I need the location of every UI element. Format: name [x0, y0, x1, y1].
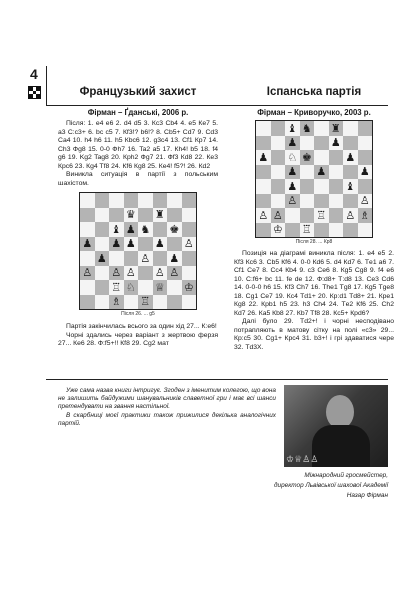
- board-square: [95, 237, 110, 252]
- board-square: [95, 193, 110, 208]
- chess-piece: ♝: [285, 121, 300, 136]
- left-game-title: Фірман – Ґданські, 2006 р.: [87, 108, 189, 117]
- board-square: [138, 193, 153, 208]
- header-rule-vertical: [46, 66, 47, 106]
- right-chessboard: [255, 120, 373, 238]
- chess-piece: ♙: [256, 208, 271, 223]
- board-square: [138, 280, 153, 295]
- chess-piece: ♟: [285, 179, 300, 194]
- board-square: [95, 222, 110, 237]
- chess-piece: ♟: [109, 237, 124, 252]
- chess-piece: ♝: [343, 179, 358, 194]
- board-square: [182, 251, 197, 266]
- chess-piece: ♝: [109, 222, 124, 237]
- signature-title: Міжнародний гросмейстер,: [304, 472, 388, 479]
- board-square: [343, 121, 358, 136]
- left-chessboard: [79, 192, 197, 310]
- board-square: [182, 266, 197, 281]
- chess-piece: ♙: [138, 251, 153, 266]
- chess-piece: ♟: [256, 150, 271, 165]
- right-diagram-caption: Після 28. ... Кр8: [295, 239, 333, 245]
- chessboard-icon: [28, 86, 41, 99]
- photo-head: [326, 395, 354, 429]
- board-square: [329, 179, 344, 194]
- left-situation: Виникла ситуація в партії з польським шахістом.: [58, 171, 218, 187]
- left-diagram-caption: Після 26. ... g5: [121, 311, 155, 317]
- page-number: 4: [30, 66, 38, 82]
- board-square: [271, 194, 286, 209]
- board-square: [314, 150, 329, 165]
- board-square: [80, 193, 95, 208]
- chess-piece: ♟: [80, 237, 95, 252]
- board-square: [314, 136, 329, 151]
- chess-piece: ♖: [138, 295, 153, 310]
- right-game-title: Фірман – Криворучко, 2003 р.: [257, 108, 371, 117]
- board-square: [153, 251, 168, 266]
- board-square: [300, 194, 315, 209]
- board-square: [256, 121, 271, 136]
- chess-piece: ♟: [124, 222, 139, 237]
- foreword-text: [58, 387, 276, 428]
- board-square: [343, 165, 358, 180]
- chess-piece: ♙: [343, 208, 358, 223]
- board-square: [167, 280, 182, 295]
- signature: [148, 471, 388, 501]
- board-square: [153, 222, 168, 237]
- board-square: [300, 208, 315, 223]
- board-square: [80, 295, 95, 310]
- board-square: [167, 193, 182, 208]
- chess-piece: ♟: [124, 237, 139, 252]
- board-square: [138, 208, 153, 223]
- chess-piece: ♟: [343, 150, 358, 165]
- board-square: [256, 179, 271, 194]
- chess-piece: ♙: [271, 208, 286, 223]
- chess-piece: ♘: [124, 280, 139, 295]
- photo-chess-pieces: ♔♕♙♙: [286, 455, 319, 465]
- board-square: [358, 179, 373, 194]
- chess-piece: ♖: [314, 208, 329, 223]
- board-square: [124, 251, 139, 266]
- board-square: [343, 223, 358, 238]
- board-square: [285, 208, 300, 223]
- board-square: [138, 237, 153, 252]
- board-square: [256, 194, 271, 209]
- chess-piece: ♛: [124, 208, 139, 223]
- board-square: [109, 208, 124, 223]
- right-column: [234, 86, 394, 352]
- board-square: [329, 150, 344, 165]
- board-square: [95, 280, 110, 295]
- chess-piece: ♙: [182, 237, 197, 252]
- board-square: [167, 295, 182, 310]
- board-square: [124, 295, 139, 310]
- board-square: [358, 136, 373, 151]
- chess-piece: ♙: [358, 194, 373, 209]
- chess-piece: ♟: [358, 165, 373, 180]
- foreword-paragraph: В скарбниці моєї практики також прижилися декілька аналогічних партій.: [58, 411, 276, 427]
- chess-piece: ♟: [285, 165, 300, 180]
- chess-piece: ♟: [314, 165, 329, 180]
- photo-body: [312, 425, 370, 467]
- chess-piece: ♖: [300, 223, 315, 238]
- chess-piece: ♕: [153, 280, 168, 295]
- signature-name: Назар Фірман: [346, 492, 388, 499]
- board-square: [329, 208, 344, 223]
- board-square: [80, 222, 95, 237]
- chess-piece: ♔: [271, 223, 286, 238]
- board-square: [358, 150, 373, 165]
- board-square: [80, 280, 95, 295]
- board-square: [329, 194, 344, 209]
- chess-piece: ♙: [124, 266, 139, 281]
- chess-piece: ♙: [285, 194, 300, 209]
- board-square: [109, 251, 124, 266]
- left-column: [58, 86, 218, 349]
- board-square: [285, 223, 300, 238]
- chess-piece: ♟: [153, 237, 168, 252]
- board-square: [256, 165, 271, 180]
- right-moves: Позиція на діаграмі виникла після: 1. е4 е5 2. Кf3 Кс6 3. Сb5 Кf6 4. 0-0 Кd6 5. d4 Кd7 6. Тe1 а6 7. Сf1 Се7 8. Сc4 Кb4 9. с3 Се6 8. Кg5 Сg8 9. f4 е6 10. С:f6+ bc 11. fe de 12. Ф:d8+ Т:d8 13. Се3 Сd6 14. 0-0-0 h6 15. Кf3 Сh7 16. Тhe1 Tg8 17. Кg5 Тge8 18. Сg1 Се7 19. Кс4 Тd1+ 20. Кр:d1 Тd8+ 21. Кре1 Кg8 22. Крb1 h5 23. h3 Сh4 24. Тe2 Кf6 25. Сh2 Кd7 26. Ка5 Кb8 27. Кb7 Tf8 28. Кс5+ Крd6?: [234, 250, 394, 317]
- left-conclusion: Партія закінчилась всього за один хід 27... К:е6!: [66, 323, 217, 330]
- board-square: [256, 136, 271, 151]
- board-square: [271, 165, 286, 180]
- chess-piece: ♟: [285, 136, 300, 151]
- chess-piece: ♙: [153, 266, 168, 281]
- chess-piece: ♔: [182, 280, 197, 295]
- board-square: [358, 223, 373, 238]
- board-square: [271, 179, 286, 194]
- foreword-rule: [46, 379, 388, 380]
- chess-piece: ♟: [95, 251, 110, 266]
- right-diagram: [255, 120, 373, 245]
- board-square: [80, 251, 95, 266]
- chess-piece: ♜: [329, 121, 344, 136]
- foreword-section: [46, 379, 388, 499]
- right-continuation: Далі було 29. Тd2+! і чорні несподівано потрапляють в матову сітку на полі «с3» 29... Кр:с5 30. Сg1+ Крс4 31. b3+! і грі здаватися чере 32. Тd3Х.: [234, 318, 394, 351]
- board-square: [329, 165, 344, 180]
- board-square: [124, 193, 139, 208]
- board-square: [271, 121, 286, 136]
- chess-piece: ♚: [167, 222, 182, 237]
- board-square: [182, 193, 197, 208]
- left-variation: Чорні здались через варіант з жертвою ферзя 27... Кe6 28. Ф:f5+!! Кf8 29. Сg2 мат: [58, 331, 218, 347]
- board-square: [329, 223, 344, 238]
- board-square: [167, 237, 182, 252]
- board-square: [153, 193, 168, 208]
- right-heading: Іспанська партія: [266, 86, 362, 98]
- chess-piece: ♞: [300, 121, 315, 136]
- board-square: [95, 208, 110, 223]
- chess-piece: ♜: [153, 208, 168, 223]
- board-square: [153, 295, 168, 310]
- chess-piece: ♟: [167, 251, 182, 266]
- left-heading: Французький захист: [79, 86, 197, 98]
- board-square: [80, 208, 95, 223]
- board-square: [182, 208, 197, 223]
- board-square: [271, 136, 286, 151]
- chess-piece: ♟: [329, 136, 344, 151]
- board-square: [95, 295, 110, 310]
- chess-piece: ♘: [285, 150, 300, 165]
- signature-org: директор Львівської шахової Академії: [274, 482, 388, 489]
- chess-piece: ♚: [300, 150, 315, 165]
- chess-piece: ♖: [109, 280, 124, 295]
- board-square: [271, 150, 286, 165]
- left-moves: Після: 1. е4 е6 2. d4 d5 3. Кс3 Сb4 4. е5 Ке7 5. а3 С:с3+ 6. bс с5 7. Кf3!? b6!? 8. Cb5+ Сd7 9. Сd3 Са4 10. h4 h6 11. h5 Кbc6 12. g3c4 13. Сf1 Кр7 14. Сh3 Фg8 15. 0-0 Фh7 16. Ta2 а5 17. Кh4! b5 18. f4 g6 19. Kg2 Tag8 20. Кph2 Фg7 21. Фf3 Кd8 22. Ке3 Крс6 23. Кg4 Tf8 24. Кf6 Кg8 25. Ке4! f5?! 26. Кd2: [58, 120, 218, 170]
- board-square: [300, 165, 315, 180]
- board-square: [95, 266, 110, 281]
- left-diagram: [79, 192, 197, 317]
- board-square: [182, 222, 197, 237]
- board-square: [343, 136, 358, 151]
- board-square: [343, 194, 358, 209]
- board-square: [300, 136, 315, 151]
- chess-piece: ♗: [109, 295, 124, 310]
- board-square: [314, 179, 329, 194]
- board-square: [182, 295, 197, 310]
- chess-piece: ♙: [167, 266, 182, 281]
- foreword-paragraph: Уже сама назва книги інтригує. Згоден з іменитим колегою, що вона не залишить байдужими шанувальників славетної гри і має всі шанси претендувати на звання настільної.: [58, 387, 276, 411]
- board-square: [256, 223, 271, 238]
- chess-piece: ♙: [80, 266, 95, 281]
- board-square: [358, 121, 373, 136]
- board-square: [314, 121, 329, 136]
- chess-piece: ♙: [109, 266, 124, 281]
- board-square: [109, 193, 124, 208]
- chess-piece: ♗: [358, 208, 373, 223]
- board-square: [314, 194, 329, 209]
- chess-piece: ♞: [138, 222, 153, 237]
- board-square: [138, 266, 153, 281]
- board-square: [167, 208, 182, 223]
- author-photo: [284, 385, 388, 467]
- board-square: [300, 179, 315, 194]
- board-square: [314, 223, 329, 238]
